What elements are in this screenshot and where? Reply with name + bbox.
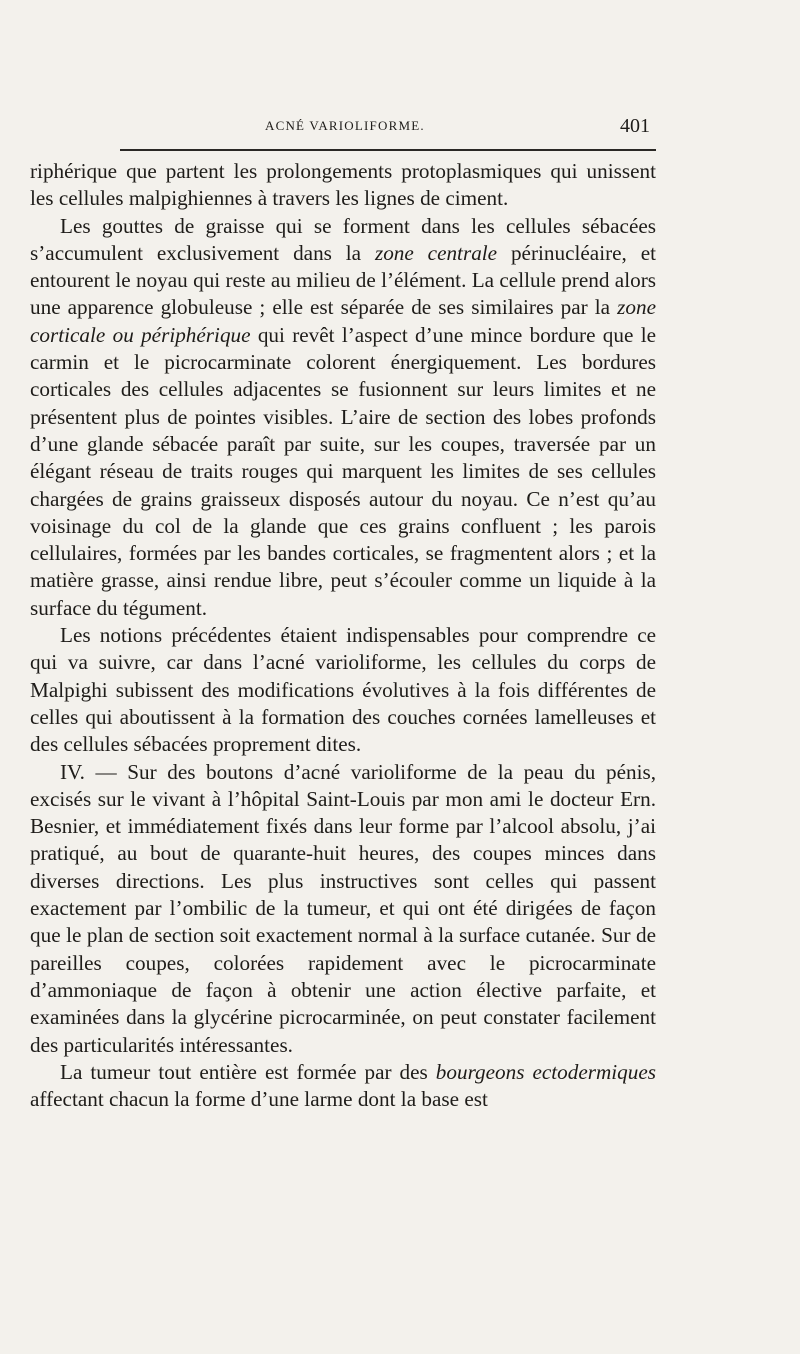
text-run: IV. — Sur des boutons d’acné varioliforme de la peau du pénis, excisés sur le vivant à l’hôpital Saint-Louis par mon ami le docteur Ern. Besnier, et immédiatement fixés dans leur forme par l’alcool absolu, j’ai pratiqué, au bout de quarante-huit heures, des coupes minces dans diverses directions. Les plus instructives sont celles qui passent exactement par l’ombilic de la tumeur, et qui ont été dirigées de façon que le plan de section soit exactement normal à la surface cutanée. Sur de pareilles coupes, colorées rapidement avec le picrocarminate d’ammoniaque de façon à obtenir une action élective parfaite, et examinées dans la glycérine picrocarminée, on peut constater facilement des particularités intéressantes.: [30, 759, 656, 1057]
paragraph-continuation: [30, 158, 656, 213]
paragraph-section-iv: [30, 759, 656, 1059]
paragraph-preliminary-notions: [30, 622, 656, 758]
text-run: qui revêt l’aspect d’une mince bordure que le carmin et le picrocarminate colorent énergiquement. Les bordures corticales des cellules adjacentes se fusionnent sur leurs limites et ne présentent plus de pointes visibles. L’aire de section des lobes profonds d’une glande sébacée paraît par suite, sur les coupes, traversée par un élégant réseau de traits rouges qui marquent les limites de ses cellules chargées de grains graisseux disposés autour du noyau. Ce n’est qu’au voisinage du col de la glande que ces grains confluent ; les parois cellulaires, formées par les bandes corticales, se fragmentent alors ; et la matière grasse, ainsi rendue libre, peut s’écouler comme un liquide à la surface du tégument.: [30, 322, 656, 620]
italic-term: zone corticale ou périphérique: [30, 295, 656, 347]
running-head: [0, 115, 800, 140]
text-run: périnucléaire, et entourent le noyau qui reste au milieu de l’élément. La cellule prend alors une apparence globuleuse ; elle est séparée de ses similaires par la: [30, 240, 656, 320]
italic-term: zone centrale: [374, 240, 498, 265]
text-run: affectant chacun la forme d’une larme dont la base est: [30, 1087, 488, 1112]
paragraph-sebaceous-cells: [30, 213, 656, 622]
body-text: [30, 158, 656, 1113]
paragraph-tumor-structure: [30, 1059, 656, 1114]
text-run: Les notions précédentes étaient indispensables pour comprendre ce qui va suivre, car dans l’acné varioliforme, les cellules du corps de Malpighi subissent des modifications évolutives à la fois différentes de celles qui aboutissent à la formation des couches cornées lamelleuses et des cellules sébacées proprement dites.: [30, 623, 656, 757]
text-run: La tumeur tout entière est formée par des: [60, 1059, 436, 1084]
page-number: 401: [620, 115, 650, 137]
text-run: Les gouttes de graisse qui se forment dans les cellules sébacées s’accumulent exclusivement dans la: [30, 213, 656, 265]
header-rule: [120, 149, 656, 151]
running-title: ACNÉ VARIOLIFORME.: [265, 118, 425, 133]
text-run: riphérique que partent les prolongements protoplasmiques qui unissent les cellules malpighiennes à travers les lignes de ciment.: [30, 159, 656, 211]
italic-term: bourgeons ectodermiques: [435, 1059, 657, 1084]
